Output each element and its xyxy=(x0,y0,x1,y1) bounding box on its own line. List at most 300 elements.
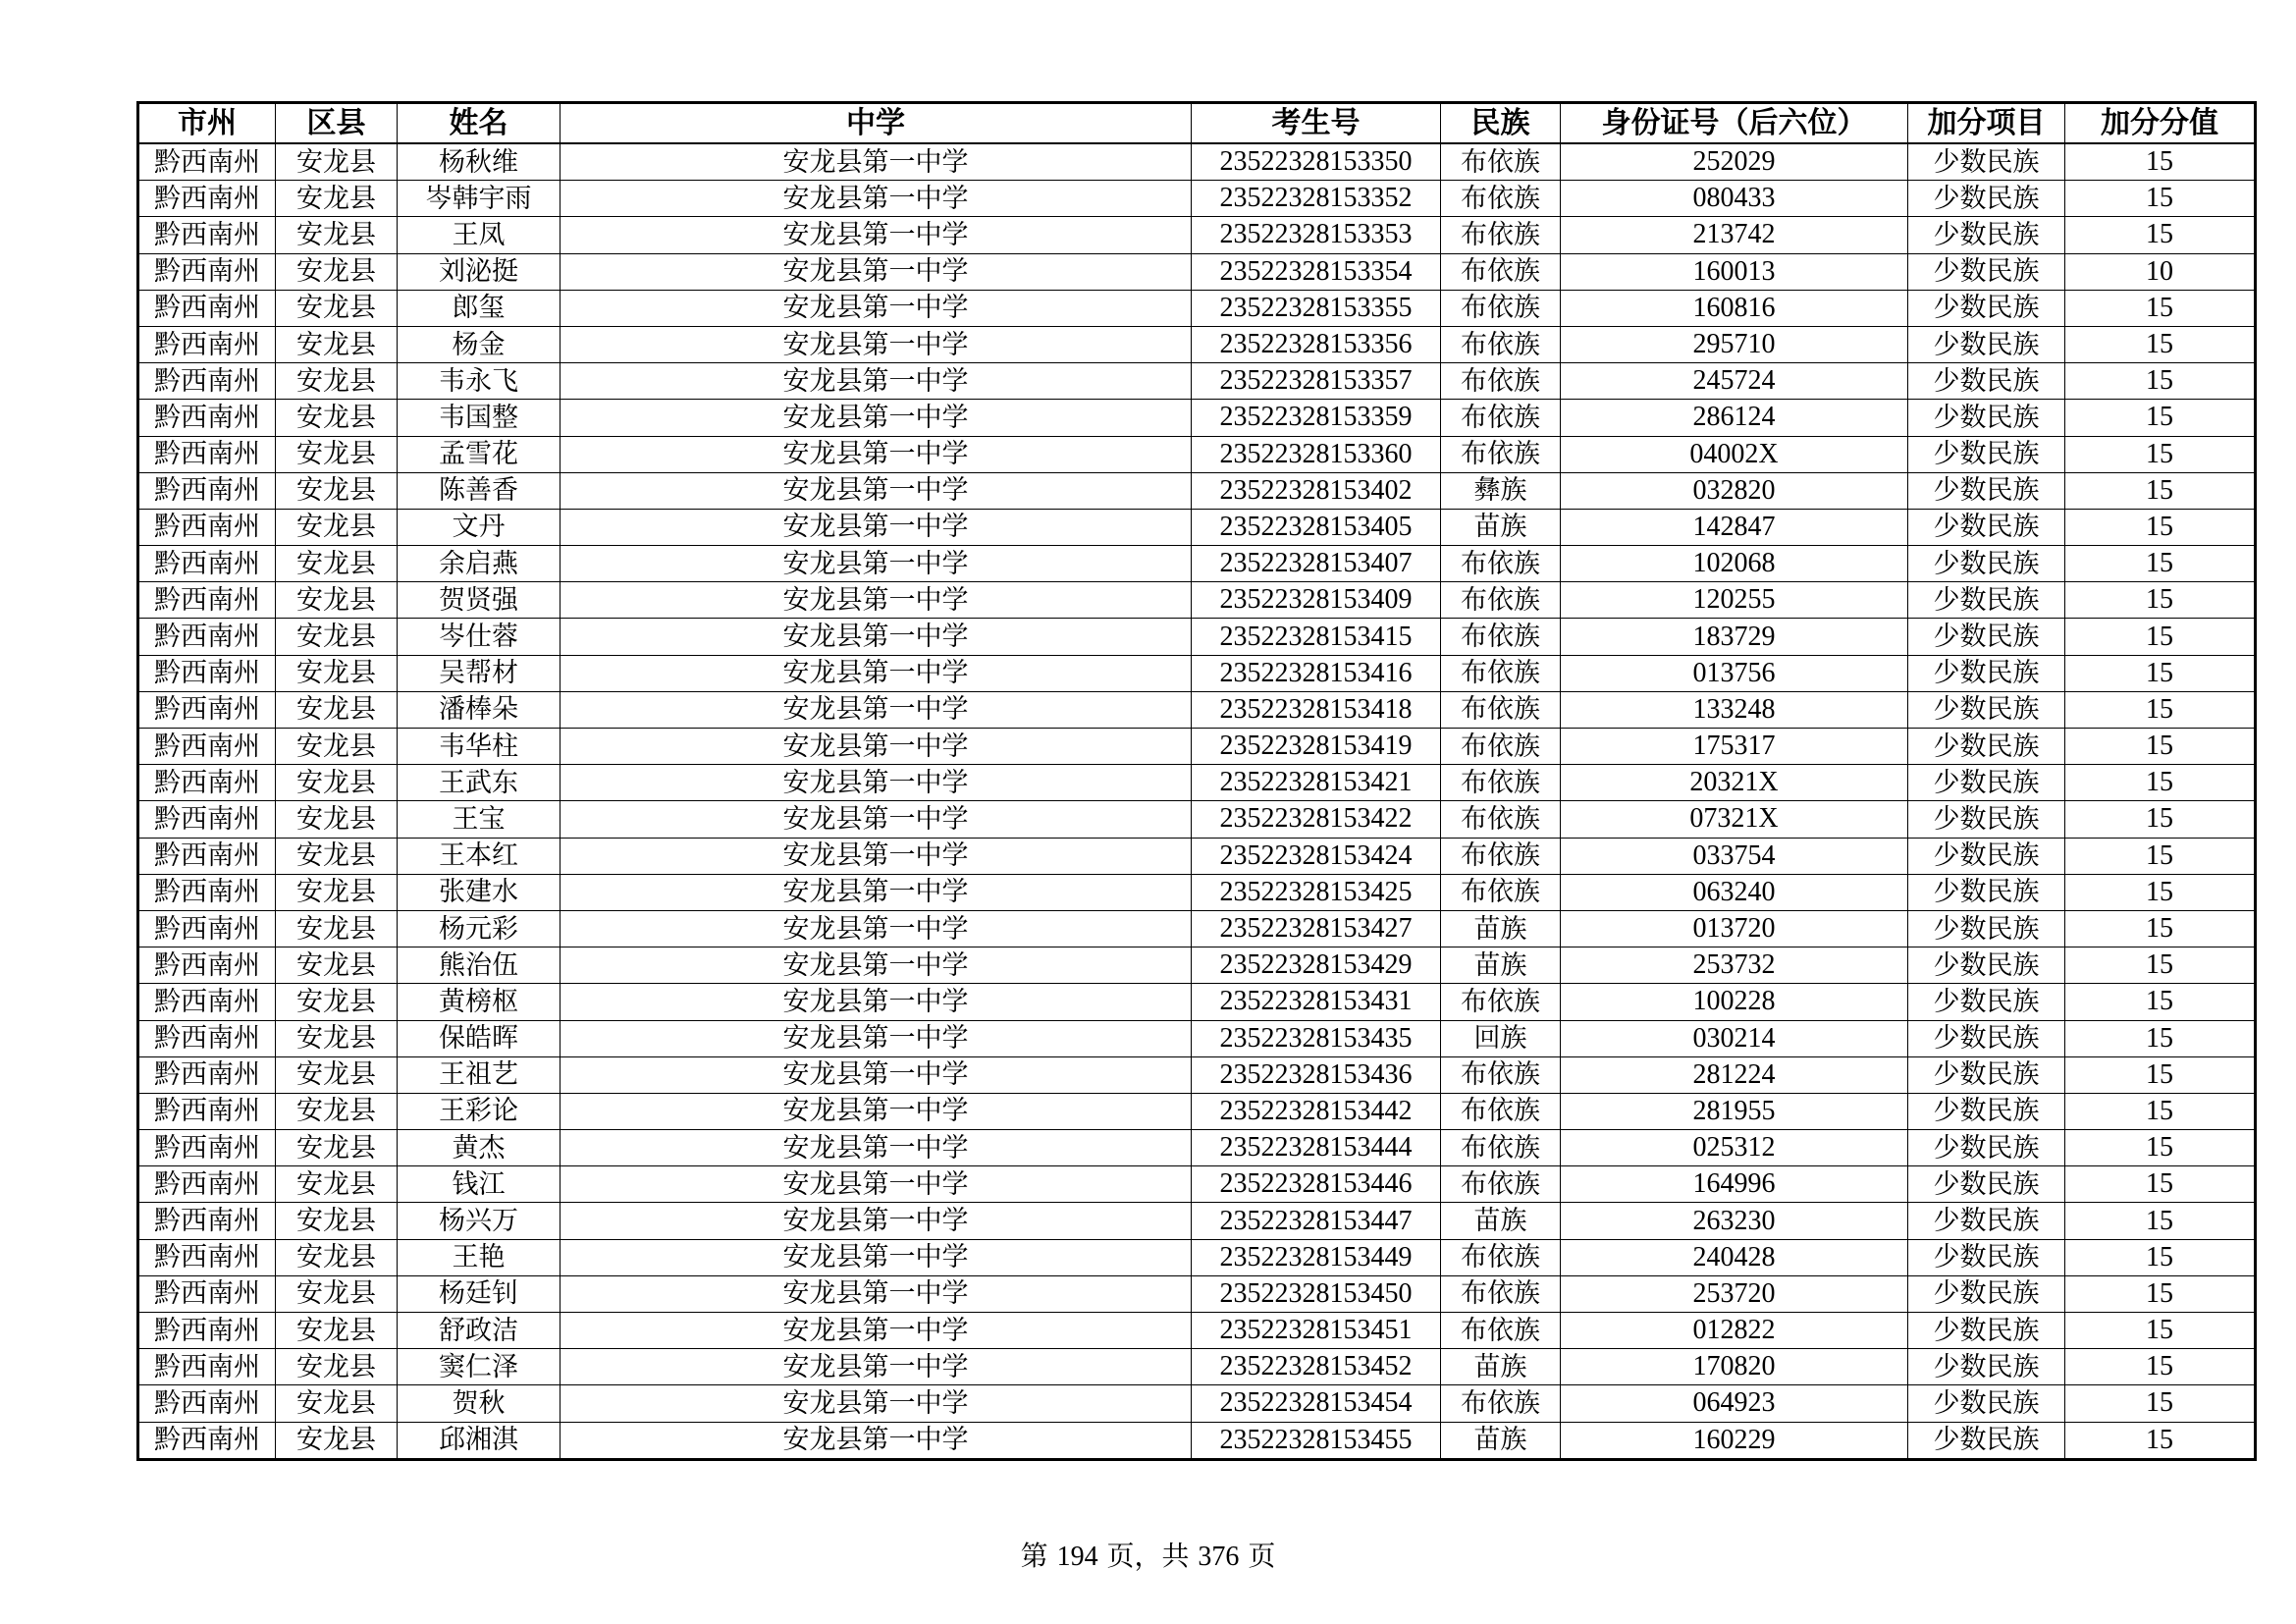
cell-exam-number: 23522328153427 xyxy=(1192,910,1441,947)
cell-school: 安龙县第一中学 xyxy=(561,691,1192,728)
cell-city: 黔西南州 xyxy=(138,655,276,691)
cell-bonus-points: 15 xyxy=(2065,143,2256,181)
cell-ethnicity: 布依族 xyxy=(1441,400,1561,436)
cell-school: 安龙县第一中学 xyxy=(561,290,1192,326)
cell-bonus-item: 少数民族 xyxy=(1908,1349,2065,1385)
cell-exam-number: 23522328153446 xyxy=(1192,1166,1441,1203)
cell-bonus-points: 15 xyxy=(2065,290,2256,326)
cell-bonus-item: 少数民族 xyxy=(1908,1130,2065,1166)
cell-bonus-points: 15 xyxy=(2065,801,2256,838)
cell-exam-number: 23522328153421 xyxy=(1192,765,1441,801)
cell-ethnicity: 布依族 xyxy=(1441,326,1561,362)
header-city: 市州 xyxy=(138,103,276,144)
cell-id-suffix: 164996 xyxy=(1561,1166,1908,1203)
cell-bonus-item: 少数民族 xyxy=(1908,546,2065,582)
table-row xyxy=(138,1203,2256,1239)
cell-bonus-points: 15 xyxy=(2065,619,2256,655)
cell-ethnicity: 苗族 xyxy=(1441,910,1561,947)
cell-name: 郎玺 xyxy=(398,290,561,326)
cell-exam-number: 23522328153451 xyxy=(1192,1313,1441,1349)
table-row xyxy=(138,619,2256,655)
cell-school: 安龙县第一中学 xyxy=(561,143,1192,181)
cell-city: 黔西南州 xyxy=(138,326,276,362)
cell-id-suffix: 080433 xyxy=(1561,181,1908,217)
cell-bonus-points: 15 xyxy=(2065,1385,2256,1422)
cell-name: 邱湘淇 xyxy=(398,1422,561,1459)
cell-school: 安龙县第一中学 xyxy=(561,1349,1192,1385)
cell-school: 安龙县第一中学 xyxy=(561,874,1192,910)
cell-county: 安龙县 xyxy=(276,1385,398,1422)
cell-name: 刘泌挺 xyxy=(398,253,561,290)
cell-ethnicity: 布依族 xyxy=(1441,217,1561,253)
cell-city: 黔西南州 xyxy=(138,984,276,1020)
cell-ethnicity: 布依族 xyxy=(1441,546,1561,582)
cell-name: 王祖艺 xyxy=(398,1056,561,1093)
cell-exam-number: 23522328153359 xyxy=(1192,400,1441,436)
cell-bonus-item: 少数民族 xyxy=(1908,509,2065,545)
cell-bonus-item: 少数民族 xyxy=(1908,253,2065,290)
cell-name: 杨廷钊 xyxy=(398,1275,561,1312)
cell-name: 熊治伍 xyxy=(398,947,561,984)
cell-bonus-points: 15 xyxy=(2065,655,2256,691)
cell-name: 韦国整 xyxy=(398,400,561,436)
cell-school: 安龙县第一中学 xyxy=(561,1056,1192,1093)
cell-school: 安龙县第一中学 xyxy=(561,1239,1192,1275)
cell-city: 黔西南州 xyxy=(138,546,276,582)
table-header-row xyxy=(138,103,2256,144)
cell-county: 安龙县 xyxy=(276,729,398,765)
cell-name: 王彩论 xyxy=(398,1093,561,1129)
cell-bonus-points: 15 xyxy=(2065,1020,2256,1056)
table-row xyxy=(138,582,2256,619)
cell-bonus-item: 少数民族 xyxy=(1908,400,2065,436)
cell-ethnicity: 布依族 xyxy=(1441,874,1561,910)
cell-county: 安龙县 xyxy=(276,143,398,181)
cell-school: 安龙县第一中学 xyxy=(561,181,1192,217)
footer-suffix: 页 xyxy=(1248,1540,1276,1572)
header-bonus-points: 加分分值 xyxy=(2065,103,2256,144)
table-row xyxy=(138,1239,2256,1275)
cell-id-suffix: 025312 xyxy=(1561,1130,1908,1166)
table-row xyxy=(138,838,2256,874)
cell-ethnicity: 布依族 xyxy=(1441,765,1561,801)
header-ethnicity: 民族 xyxy=(1441,103,1561,144)
cell-county: 安龙县 xyxy=(276,1239,398,1275)
cell-school: 安龙县第一中学 xyxy=(561,1130,1192,1166)
cell-id-suffix: 213742 xyxy=(1561,217,1908,253)
cell-exam-number: 23522328153436 xyxy=(1192,1056,1441,1093)
table-row xyxy=(138,765,2256,801)
cell-ethnicity: 布依族 xyxy=(1441,1239,1561,1275)
cell-ethnicity: 布依族 xyxy=(1441,290,1561,326)
cell-school: 安龙县第一中学 xyxy=(561,1020,1192,1056)
cell-city: 黔西南州 xyxy=(138,947,276,984)
cell-county: 安龙县 xyxy=(276,874,398,910)
cell-id-suffix: 160013 xyxy=(1561,253,1908,290)
cell-exam-number: 23522328153450 xyxy=(1192,1275,1441,1312)
cell-bonus-points: 15 xyxy=(2065,363,2256,400)
cell-name: 王本红 xyxy=(398,838,561,874)
cell-exam-number: 23522328153425 xyxy=(1192,874,1441,910)
cell-bonus-item: 少数民族 xyxy=(1908,1020,2065,1056)
cell-name: 文丹 xyxy=(398,509,561,545)
table-row xyxy=(138,1093,2256,1129)
cell-ethnicity: 苗族 xyxy=(1441,1203,1561,1239)
cell-bonus-points: 15 xyxy=(2065,1275,2256,1312)
cell-id-suffix: 160229 xyxy=(1561,1422,1908,1459)
cell-id-suffix: 063240 xyxy=(1561,874,1908,910)
cell-city: 黔西南州 xyxy=(138,619,276,655)
cell-bonus-points: 15 xyxy=(2065,326,2256,362)
cell-ethnicity: 布依族 xyxy=(1441,1166,1561,1203)
cell-ethnicity: 苗族 xyxy=(1441,1422,1561,1459)
cell-exam-number: 23522328153422 xyxy=(1192,801,1441,838)
cell-school: 安龙县第一中学 xyxy=(561,1203,1192,1239)
cell-exam-number: 23522328153353 xyxy=(1192,217,1441,253)
cell-id-suffix: 102068 xyxy=(1561,546,1908,582)
cell-ethnicity: 布依族 xyxy=(1441,1130,1561,1166)
cell-id-suffix: 064923 xyxy=(1561,1385,1908,1422)
cell-exam-number: 23522328153454 xyxy=(1192,1385,1441,1422)
cell-county: 安龙县 xyxy=(276,582,398,619)
cell-id-suffix: 032820 xyxy=(1561,472,1908,509)
roster-table xyxy=(136,101,2257,1461)
cell-bonus-item: 少数民族 xyxy=(1908,1203,2065,1239)
footer-total-pages: 376 xyxy=(1198,1542,1240,1572)
cell-bonus-item: 少数民族 xyxy=(1908,436,2065,472)
cell-bonus-item: 少数民族 xyxy=(1908,910,2065,947)
cell-bonus-item: 少数民族 xyxy=(1908,290,2065,326)
cell-city: 黔西南州 xyxy=(138,1130,276,1166)
cell-bonus-points: 15 xyxy=(2065,1349,2256,1385)
cell-school: 安龙县第一中学 xyxy=(561,1313,1192,1349)
table-row xyxy=(138,1130,2256,1166)
cell-exam-number: 23522328153419 xyxy=(1192,729,1441,765)
cell-school: 安龙县第一中学 xyxy=(561,765,1192,801)
cell-school: 安龙县第一中学 xyxy=(561,1093,1192,1129)
cell-name: 韦华柱 xyxy=(398,729,561,765)
cell-school: 安龙县第一中学 xyxy=(561,436,1192,472)
cell-ethnicity: 布依族 xyxy=(1441,181,1561,217)
cell-bonus-points: 15 xyxy=(2065,729,2256,765)
cell-bonus-item: 少数民族 xyxy=(1908,363,2065,400)
cell-school: 安龙县第一中学 xyxy=(561,253,1192,290)
table-row xyxy=(138,1349,2256,1385)
cell-bonus-points: 15 xyxy=(2065,910,2256,947)
cell-id-suffix: 133248 xyxy=(1561,691,1908,728)
cell-county: 安龙县 xyxy=(276,765,398,801)
cell-id-suffix: 20321X xyxy=(1561,765,1908,801)
cell-ethnicity: 布依族 xyxy=(1441,253,1561,290)
cell-ethnicity: 布依族 xyxy=(1441,1056,1561,1093)
table-row xyxy=(138,1313,2256,1349)
cell-county: 安龙县 xyxy=(276,838,398,874)
cell-county: 安龙县 xyxy=(276,1422,398,1459)
cell-bonus-points: 15 xyxy=(2065,1130,2256,1166)
cell-name: 王武东 xyxy=(398,765,561,801)
cell-bonus-points: 15 xyxy=(2065,1239,2256,1275)
cell-bonus-item: 少数民族 xyxy=(1908,801,2065,838)
cell-county: 安龙县 xyxy=(276,691,398,728)
cell-city: 黔西南州 xyxy=(138,143,276,181)
cell-id-suffix: 160816 xyxy=(1561,290,1908,326)
cell-ethnicity: 布依族 xyxy=(1441,363,1561,400)
cell-city: 黔西南州 xyxy=(138,400,276,436)
cell-exam-number: 23522328153455 xyxy=(1192,1422,1441,1459)
cell-id-suffix: 253732 xyxy=(1561,947,1908,984)
table-row xyxy=(138,1422,2256,1459)
cell-county: 安龙县 xyxy=(276,436,398,472)
cell-exam-number: 23522328153447 xyxy=(1192,1203,1441,1239)
table-row xyxy=(138,1275,2256,1312)
cell-county: 安龙县 xyxy=(276,363,398,400)
cell-name: 舒政洁 xyxy=(398,1313,561,1349)
table-row xyxy=(138,1020,2256,1056)
cell-city: 黔西南州 xyxy=(138,874,276,910)
cell-ethnicity: 苗族 xyxy=(1441,1349,1561,1385)
cell-bonus-points: 15 xyxy=(2065,947,2256,984)
table-row xyxy=(138,472,2256,509)
cell-city: 黔西南州 xyxy=(138,691,276,728)
cell-county: 安龙县 xyxy=(276,181,398,217)
cell-id-suffix: 030214 xyxy=(1561,1020,1908,1056)
cell-county: 安龙县 xyxy=(276,1203,398,1239)
table-row xyxy=(138,1166,2256,1203)
cell-id-suffix: 07321X xyxy=(1561,801,1908,838)
cell-name: 韦永飞 xyxy=(398,363,561,400)
cell-ethnicity: 布依族 xyxy=(1441,436,1561,472)
cell-city: 黔西南州 xyxy=(138,181,276,217)
cell-exam-number: 23522328153452 xyxy=(1192,1349,1441,1385)
cell-id-suffix: 04002X xyxy=(1561,436,1908,472)
cell-bonus-points: 15 xyxy=(2065,874,2256,910)
table-row xyxy=(138,1056,2256,1093)
cell-bonus-item: 少数民族 xyxy=(1908,1275,2065,1312)
cell-name: 王凤 xyxy=(398,217,561,253)
cell-exam-number: 23522328153435 xyxy=(1192,1020,1441,1056)
cell-school: 安龙县第一中学 xyxy=(561,472,1192,509)
cell-exam-number: 23522328153429 xyxy=(1192,947,1441,984)
cell-bonus-item: 少数民族 xyxy=(1908,838,2065,874)
table-row xyxy=(138,436,2256,472)
cell-school: 安龙县第一中学 xyxy=(561,729,1192,765)
cell-bonus-points: 15 xyxy=(2065,217,2256,253)
cell-bonus-points: 15 xyxy=(2065,765,2256,801)
cell-city: 黔西南州 xyxy=(138,765,276,801)
cell-exam-number: 23522328153352 xyxy=(1192,181,1441,217)
cell-school: 安龙县第一中学 xyxy=(561,1385,1192,1422)
cell-county: 安龙县 xyxy=(276,253,398,290)
cell-city: 黔西南州 xyxy=(138,472,276,509)
cell-name: 岑韩宇雨 xyxy=(398,181,561,217)
cell-name: 杨秋维 xyxy=(398,143,561,181)
cell-city: 黔西南州 xyxy=(138,253,276,290)
cell-bonus-item: 少数民族 xyxy=(1908,1239,2065,1275)
cell-name: 余启燕 xyxy=(398,546,561,582)
cell-id-suffix: 183729 xyxy=(1561,619,1908,655)
cell-id-suffix: 240428 xyxy=(1561,1239,1908,1275)
cell-name: 黄榜枢 xyxy=(398,984,561,1020)
cell-bonus-item: 少数民族 xyxy=(1908,655,2065,691)
header-name: 姓名 xyxy=(398,103,561,144)
cell-bonus-points: 15 xyxy=(2065,1056,2256,1093)
cell-id-suffix: 100228 xyxy=(1561,984,1908,1020)
cell-county: 安龙县 xyxy=(276,472,398,509)
cell-bonus-item: 少数民族 xyxy=(1908,1093,2065,1129)
cell-bonus-points: 15 xyxy=(2065,1422,2256,1459)
cell-city: 黔西南州 xyxy=(138,1313,276,1349)
cell-exam-number: 23522328153416 xyxy=(1192,655,1441,691)
cell-exam-number: 23522328153431 xyxy=(1192,984,1441,1020)
cell-school: 安龙县第一中学 xyxy=(561,801,1192,838)
cell-city: 黔西南州 xyxy=(138,1275,276,1312)
cell-county: 安龙县 xyxy=(276,1349,398,1385)
cell-bonus-points: 15 xyxy=(2065,181,2256,217)
header-bonus-item: 加分项目 xyxy=(1908,103,2065,144)
cell-bonus-points: 15 xyxy=(2065,509,2256,545)
table-row xyxy=(138,910,2256,947)
cell-bonus-item: 少数民族 xyxy=(1908,582,2065,619)
cell-bonus-item: 少数民族 xyxy=(1908,472,2065,509)
cell-id-suffix: 253720 xyxy=(1561,1275,1908,1312)
cell-county: 安龙县 xyxy=(276,509,398,545)
cell-name: 贺贤强 xyxy=(398,582,561,619)
cell-id-suffix: 252029 xyxy=(1561,143,1908,181)
cell-bonus-item: 少数民族 xyxy=(1908,984,2065,1020)
cell-ethnicity: 布依族 xyxy=(1441,1093,1561,1129)
cell-school: 安龙县第一中学 xyxy=(561,546,1192,582)
cell-city: 黔西南州 xyxy=(138,801,276,838)
table-row xyxy=(138,729,2256,765)
cell-bonus-points: 15 xyxy=(2065,1203,2256,1239)
cell-county: 安龙县 xyxy=(276,1056,398,1093)
footer-middle: 页，共 xyxy=(1106,1540,1190,1572)
table-row xyxy=(138,253,2256,290)
cell-bonus-item: 少数民族 xyxy=(1908,1385,2065,1422)
cell-id-suffix: 120255 xyxy=(1561,582,1908,619)
table-row xyxy=(138,143,2256,181)
cell-exam-number: 23522328153360 xyxy=(1192,436,1441,472)
cell-county: 安龙县 xyxy=(276,1166,398,1203)
cell-school: 安龙县第一中学 xyxy=(561,619,1192,655)
cell-city: 黔西南州 xyxy=(138,1349,276,1385)
cell-exam-number: 23522328153424 xyxy=(1192,838,1441,874)
table-row xyxy=(138,691,2256,728)
cell-name: 保皓晖 xyxy=(398,1020,561,1056)
cell-ethnicity: 布依族 xyxy=(1441,1385,1561,1422)
cell-ethnicity: 布依族 xyxy=(1441,691,1561,728)
table-row xyxy=(138,874,2256,910)
cell-ethnicity: 布依族 xyxy=(1441,801,1561,838)
cell-id-suffix: 013756 xyxy=(1561,655,1908,691)
cell-county: 安龙县 xyxy=(276,1313,398,1349)
table-row xyxy=(138,400,2256,436)
cell-bonus-points: 15 xyxy=(2065,546,2256,582)
cell-city: 黔西南州 xyxy=(138,729,276,765)
table-row xyxy=(138,363,2256,400)
cell-bonus-points: 15 xyxy=(2065,1313,2256,1349)
cell-city: 黔西南州 xyxy=(138,1020,276,1056)
cell-id-suffix: 286124 xyxy=(1561,400,1908,436)
cell-exam-number: 23522328153409 xyxy=(1192,582,1441,619)
cell-exam-number: 23522328153356 xyxy=(1192,326,1441,362)
cell-bonus-item: 少数民族 xyxy=(1908,326,2065,362)
cell-bonus-points: 15 xyxy=(2065,691,2256,728)
cell-bonus-item: 少数民族 xyxy=(1908,619,2065,655)
footer-prefix: 第 xyxy=(1020,1540,1048,1572)
cell-bonus-item: 少数民族 xyxy=(1908,217,2065,253)
cell-bonus-item: 少数民族 xyxy=(1908,729,2065,765)
cell-city: 黔西南州 xyxy=(138,1239,276,1275)
cell-ethnicity: 布依族 xyxy=(1441,143,1561,181)
header-county: 区县 xyxy=(276,103,398,144)
cell-id-suffix: 295710 xyxy=(1561,326,1908,362)
cell-id-suffix: 170820 xyxy=(1561,1349,1908,1385)
cell-id-suffix: 175317 xyxy=(1561,729,1908,765)
cell-bonus-item: 少数民族 xyxy=(1908,143,2065,181)
cell-id-suffix: 281224 xyxy=(1561,1056,1908,1093)
cell-bonus-item: 少数民族 xyxy=(1908,1422,2065,1459)
cell-school: 安龙县第一中学 xyxy=(561,984,1192,1020)
cell-exam-number: 23522328153444 xyxy=(1192,1130,1441,1166)
cell-county: 安龙县 xyxy=(276,655,398,691)
cell-city: 黔西南州 xyxy=(138,910,276,947)
cell-city: 黔西南州 xyxy=(138,838,276,874)
header-id-suffix: 身份证号（后六位） xyxy=(1561,103,1908,144)
cell-bonus-points: 15 xyxy=(2065,984,2256,1020)
cell-county: 安龙县 xyxy=(276,217,398,253)
cell-school: 安龙县第一中学 xyxy=(561,838,1192,874)
cell-city: 黔西南州 xyxy=(138,363,276,400)
cell-ethnicity: 布依族 xyxy=(1441,655,1561,691)
cell-school: 安龙县第一中学 xyxy=(561,509,1192,545)
cell-name: 吴帮材 xyxy=(398,655,561,691)
cell-county: 安龙县 xyxy=(276,1093,398,1129)
cell-city: 黔西南州 xyxy=(138,436,276,472)
cell-name: 杨金 xyxy=(398,326,561,362)
cell-bonus-item: 少数民族 xyxy=(1908,765,2065,801)
cell-name: 孟雪花 xyxy=(398,436,561,472)
table-row xyxy=(138,801,2256,838)
cell-county: 安龙县 xyxy=(276,984,398,1020)
cell-bonus-item: 少数民族 xyxy=(1908,181,2065,217)
cell-exam-number: 23522328153418 xyxy=(1192,691,1441,728)
table-row xyxy=(138,290,2256,326)
cell-bonus-points: 15 xyxy=(2065,436,2256,472)
cell-exam-number: 23522328153415 xyxy=(1192,619,1441,655)
cell-exam-number: 23522328153442 xyxy=(1192,1093,1441,1129)
page-footer xyxy=(0,1535,2296,1574)
cell-county: 安龙县 xyxy=(276,1020,398,1056)
cell-bonus-points: 15 xyxy=(2065,1166,2256,1203)
cell-id-suffix: 263230 xyxy=(1561,1203,1908,1239)
cell-ethnicity: 回族 xyxy=(1441,1020,1561,1056)
cell-school: 安龙县第一中学 xyxy=(561,910,1192,947)
cell-ethnicity: 布依族 xyxy=(1441,1313,1561,1349)
cell-bonus-item: 少数民族 xyxy=(1908,947,2065,984)
cell-bonus-points: 15 xyxy=(2065,582,2256,619)
cell-bonus-item: 少数民族 xyxy=(1908,691,2065,728)
table-row xyxy=(138,217,2256,253)
cell-school: 安龙县第一中学 xyxy=(561,363,1192,400)
table-row xyxy=(138,546,2256,582)
cell-name: 岑仕蓉 xyxy=(398,619,561,655)
table-row xyxy=(138,984,2256,1020)
cell-ethnicity: 布依族 xyxy=(1441,619,1561,655)
cell-exam-number: 23522328153357 xyxy=(1192,363,1441,400)
cell-county: 安龙县 xyxy=(276,400,398,436)
cell-name: 张建水 xyxy=(398,874,561,910)
